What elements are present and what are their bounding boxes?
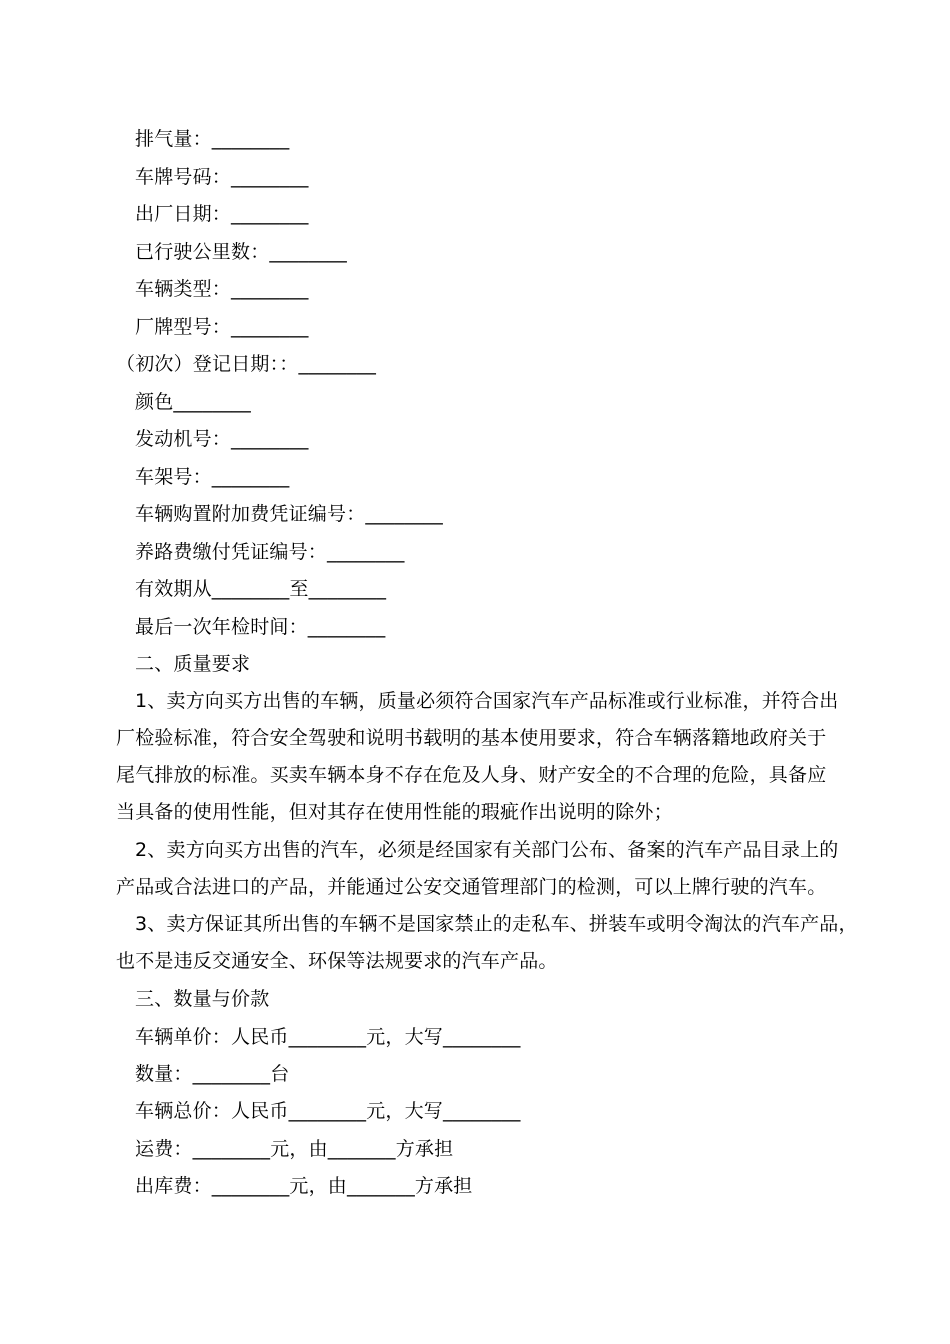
paragraph-line: 厂检验标准，符合安全驾驶和说明书载明的基本使用要求，符合车辆落籍地政府关于 [116,727,827,749]
field-manufacture-date: 出厂日期：________ [135,203,309,225]
section-heading-quantity-price: 三、数量与价款 [135,988,270,1010]
field-frame-number: 车架号：________ [135,466,290,488]
paragraph-line: 尾气排放的标准。买卖车辆本身不存在危及人身、财产安全的不合理的危险，具备应 [116,764,827,786]
field-total-price: 车辆总价：人民币________元，大写________ [135,1100,521,1122]
field-engine-number: 发动机号：________ [135,428,309,450]
field-unit-price: 车辆单价：人民币________元，大写________ [135,1026,521,1048]
field-freight: 运费：________元，由_______方承担 [135,1138,454,1160]
field-brand-model: 厂牌型号：________ [135,316,309,338]
field-validity-period: 有效期从________至________ [135,578,387,600]
field-color: 颜色________ [135,391,252,413]
paragraph-line: 产品或合法进口的产品，并能通过公安交通管理部门的检测，可以上牌行驶的汽车。 [116,876,827,898]
field-registration-date: （初次）登记日期：：________ [116,353,377,375]
paragraph-line: 当具备的使用性能，但对其存在使用性能的瑕疵作出说明的除外； [116,801,673,823]
field-road-fee-voucher: 养路费缴付凭证编号：________ [135,541,405,563]
field-quantity: 数量：________台 [135,1063,290,1085]
section-heading-quality: 二、质量要求 [135,653,251,675]
field-vehicle-type: 车辆类型：________ [135,278,309,300]
paragraph-line: 2、卖方向买方出售的汽车，必须是经国家有关部门公布、备案的汽车产品目录上的 [135,839,839,861]
field-mileage: 已行驶公里数：________ [135,241,348,263]
paragraph-line: 1、卖方向买方出售的车辆，质量必须符合国家汽车产品标准或行业标准，并符合出 [135,690,839,712]
paragraph-line: 也不是违反交通安全、环保等法规要求的汽车产品。 [116,950,558,972]
field-outbound-fee: 出库费：________元，由_______方承担 [135,1175,473,1197]
field-last-inspection: 最后一次年检时间：________ [135,616,386,638]
paragraph-line: 3、卖方保证其所出售的车辆不是国家禁止的走私车、拼装车或明令淘汰的汽车产品， [135,913,858,935]
field-purchase-tax-voucher: 车辆购置附加费凭证编号：________ [135,503,444,525]
field-plate-number: 车牌号码：________ [135,166,309,188]
field-displacement: 排气量：________ [135,128,290,150]
